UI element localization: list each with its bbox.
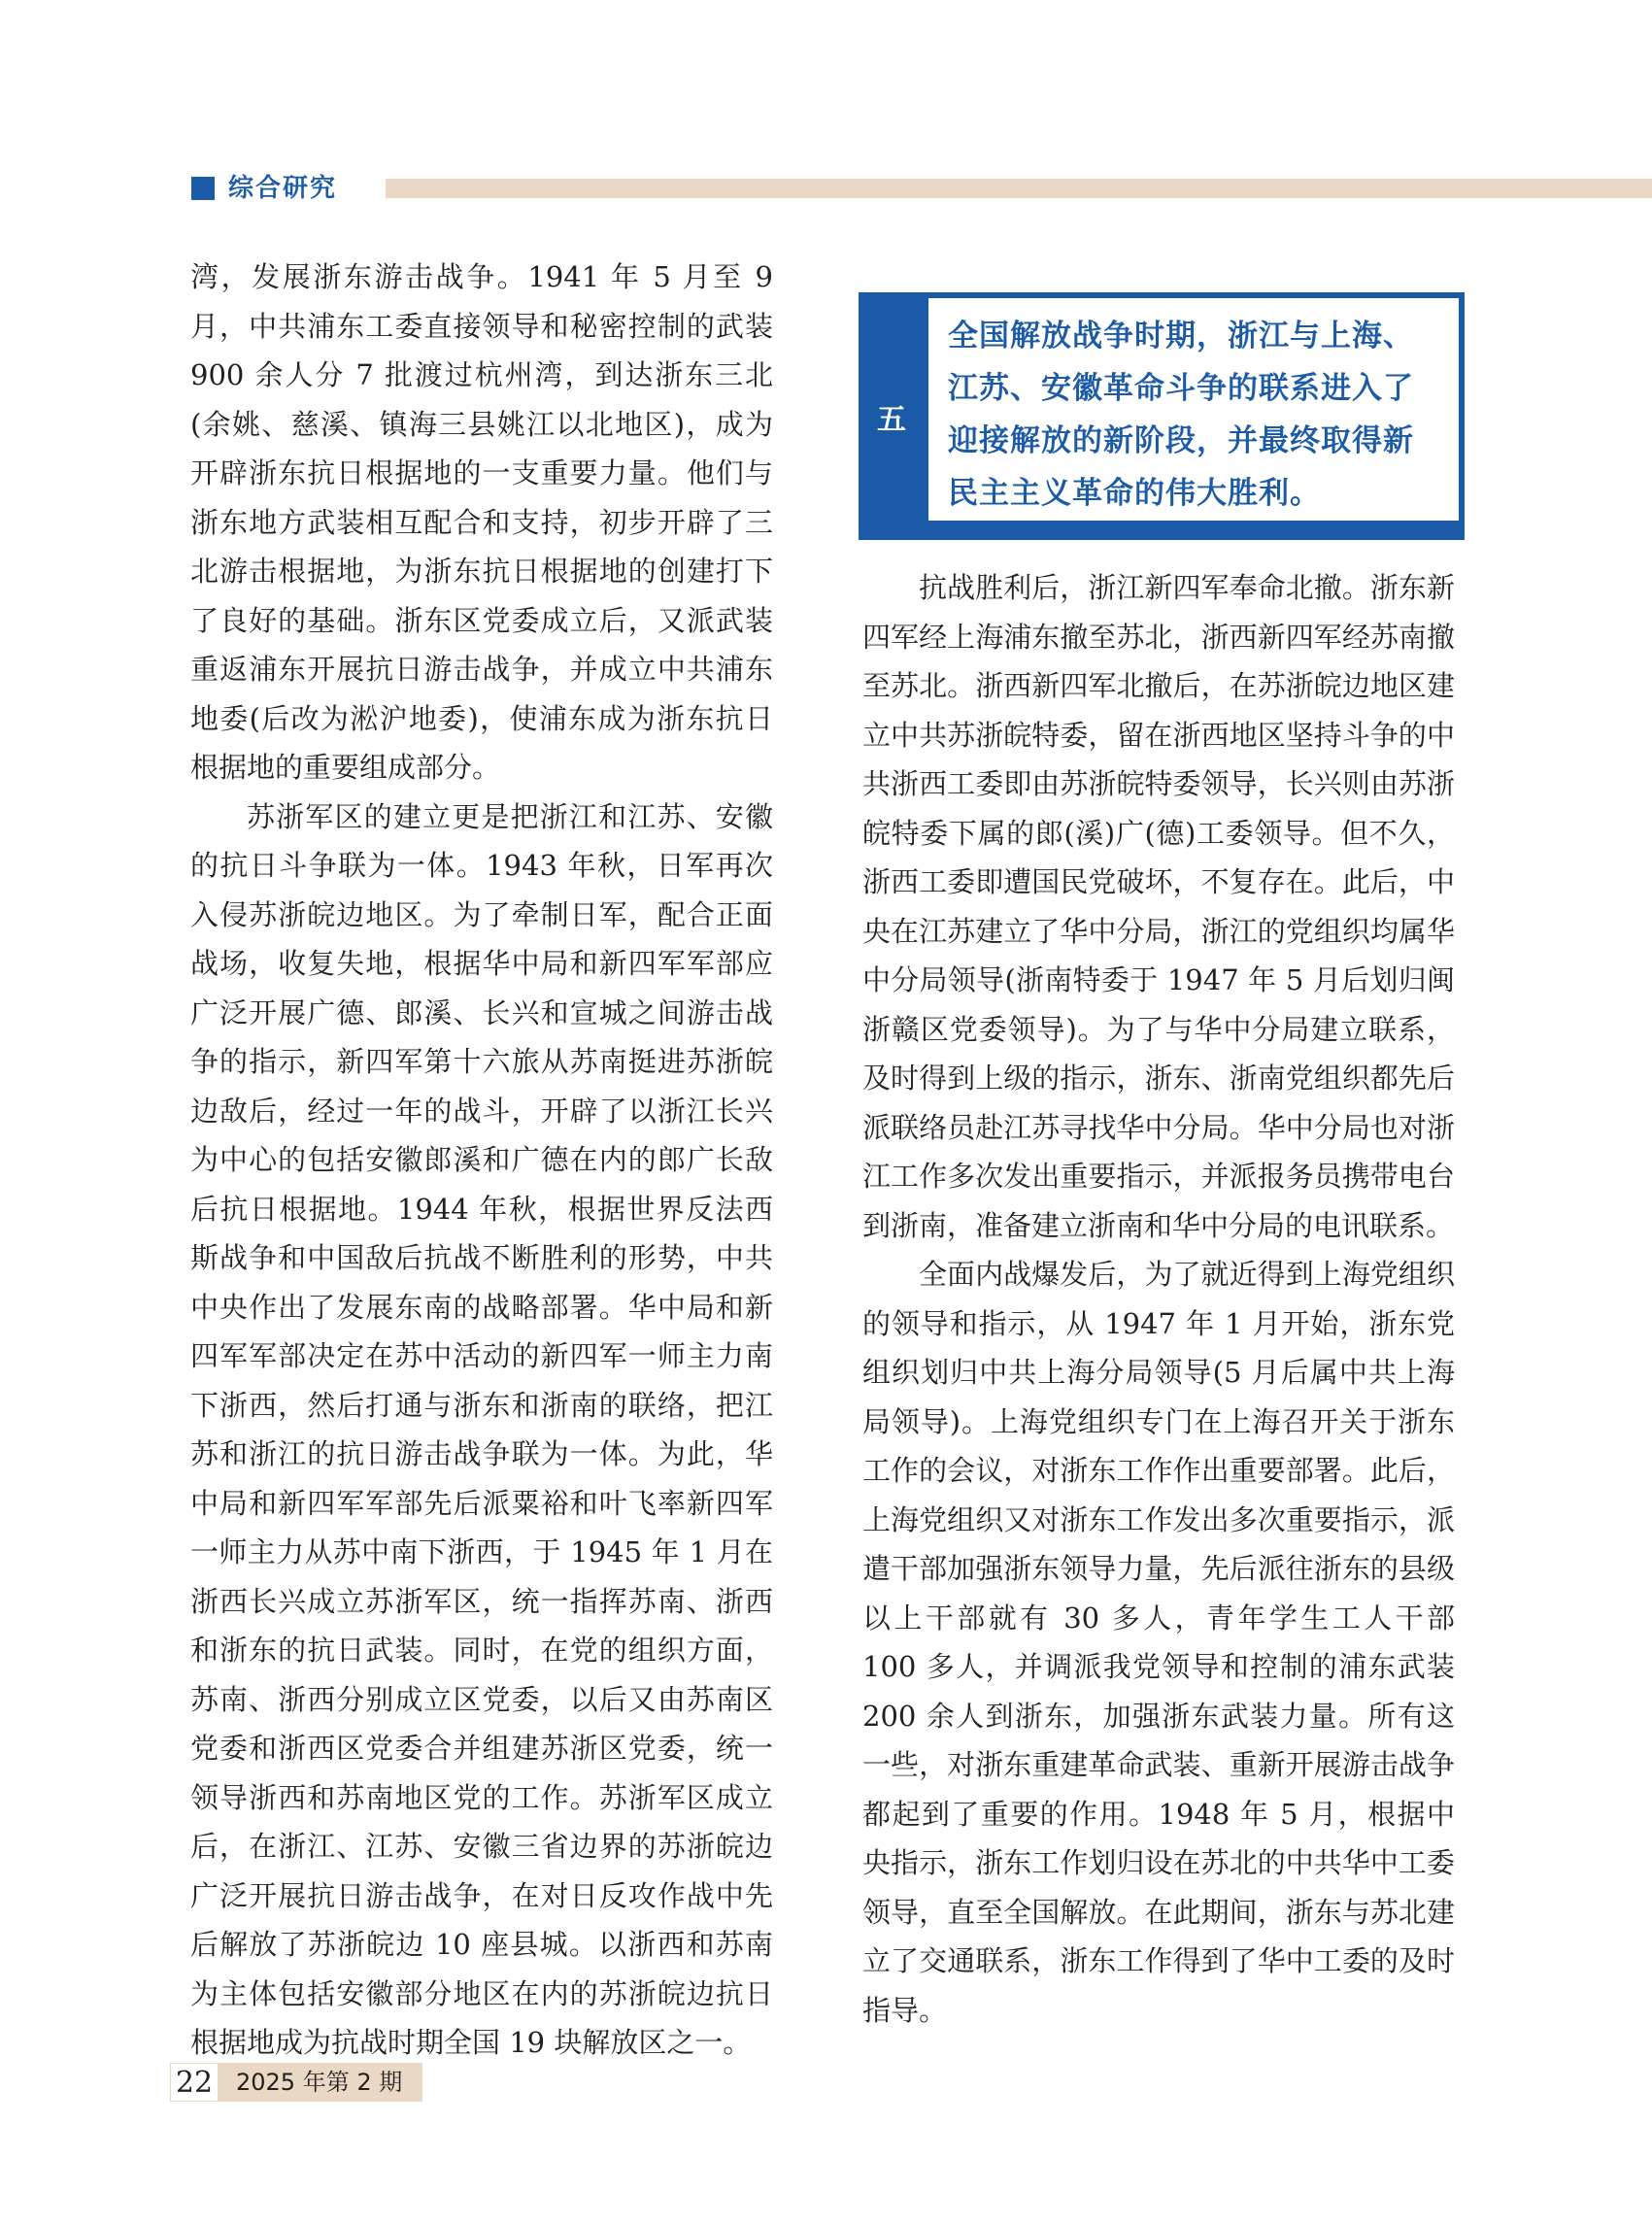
- right-column: [862, 563, 1455, 2035]
- header-bar: [386, 179, 1652, 198]
- section-number: 五: [877, 402, 906, 437]
- paragraph: 湾，发展浙东游击战争。1941 年 5 月至 9 月，中共浦东工委直接领导和秘密控制的武装 900 余人分 7 批渡过杭州湾，到达浙东三北(余姚、慈溪、镇海三县姚江以北地区)，成为开辟浙东抗日根据地的一支重要力量。他们与浙东地方武装相互配合和支持，初步开辟了三北游击根据地，为浙东抗日根据地的创建打下了良好的基础。浙东区党委成立后，又派武装重返浦东开展抗日游击战争，并成立中共浦东地委(后改为淞沪地委)，使浦东成为浙东抗日根据地的重要组成部分。: [190, 260, 773, 784]
- section-heading-panel: [928, 298, 1459, 521]
- issue-label: 2025 年第 2 期: [219, 2063, 422, 2102]
- page-footer: [170, 2063, 422, 2102]
- paragraph: 全面内战爆发后，为了就近得到上海党组织的领导和指示，从 1947 年 1 月开始，浙东党组织划归中共上海分局领导(5 月后属中共上海局领导)。上海党组织专门在上海召开关于浙东工作的会议，对浙东工作作出重要部署。此后，上海党组织又对浙东工作发出多次重要指示，派遣干部加强浙东领导力量，先后派往浙东的县级以上干部就有 30 多人，青年学生工人干部 100 多人，并调派我党领导和控制的浦东武装 200 余人到浙东，加强浙东武装力量。所有这一些，对浙东重建革命武装、重新开展游击战争都起到了重要的作用。1948 年 5 月，根据中央指示，浙东工作划归设在苏北的中共华中工委领导，直至全国解放。在此期间，浙东与苏北建立了交通联系，浙东工作得到了华中工委的及时指导。: [862, 1258, 1455, 2027]
- section-heading-box: [859, 292, 1465, 540]
- left-column: [190, 253, 773, 2068]
- page-number: 22: [170, 2063, 219, 2102]
- paragraph: 抗战胜利后，浙江新四军奉命北撤。浙东新四军经上海浦东撤至苏北，浙西新四军经苏南撤至苏北。浙西新四军北撤后，在苏浙皖边地区建立中共苏浙皖特委，留在浙西地区坚持斗争的中共浙西工委即由苏浙皖特委领导，长兴则由苏浙皖特委下属的郎(溪)广(德)工委领导。但不久，浙西工委即遭国民党破坏，不复存在。此后，中央在江苏建立了华中分局，浙江的党组织均属华中分局领导(浙南特委于 1947 年 5 月后划归闽浙赣区党委领导)。为了与华中分局建立联系，及时得到上级的指示，浙东、浙南党组织都先后派联络员赴江苏寻找华中分局。华中分局也对浙江工作多次发出重要指示，并派报务员携带电台到浙南，准备建立浙南和华中分局的电讯联系。: [862, 571, 1455, 1242]
- section-title: 全国解放战争时期，浙江与上海、江苏、安徽革命斗争的联系进入了迎接解放的新阶段，并最终取得新民主主义革命的伟大胜利。: [948, 319, 1414, 511]
- page-header: [191, 173, 1652, 208]
- section-label: 综合研究: [228, 174, 338, 203]
- paragraph: 苏浙军区的建立更是把浙江和江苏、安徽的抗日斗争联为一体。1943 年秋，日军再次入侵苏浙皖边地区。为了牵制日军，配合正面战场，收复失地，根据华中局和新四军军部应广泛开展广德、郎溪、长兴和宣城之间游击战争的指示，新四军第十六旅从苏南挺进苏浙皖边敌后，经过一年的战斗，开辟了以浙江长兴为中心的包括安徽郎溪和广德在内的郎广长敌后抗日根据地。1944 年秋，根据世界反法西斯战争和中国敌后抗战不断胜利的形势，中共中央作出了发展东南的战略部署。华中局和新四军军部决定在苏中活动的新四军一师主力南下浙西，然后打通与浙东和浙南的联络，把江苏和浙江的抗日游击战争联为一体。为此，华中局和新四军军部先后派粟裕和叶飞率新四军一师主力从苏中南下浙西，于 1945 年 1 月在浙西长兴成立苏浙军区，统一指挥苏南、浙西和浙东的抗日武装。同时，在党的组织方面，苏南、浙西分别成立区党委，以后又由苏南区党委和浙西区党委合并组建苏浙区党委，统一领导浙西和苏南地区党的工作。苏浙军区成立后，在浙江、江苏、安徽三省边界的苏浙皖边广泛开展抗日游击战争，在对日反攻作战中先后解放了苏浙皖边 10 座县城。以浙西和苏南为主体包括安徽部分地区在内的苏浙皖边抗日根据地成为抗战时期全国 19 块解放区之一。: [190, 799, 773, 2059]
- header-square-icon: [191, 177, 215, 200]
